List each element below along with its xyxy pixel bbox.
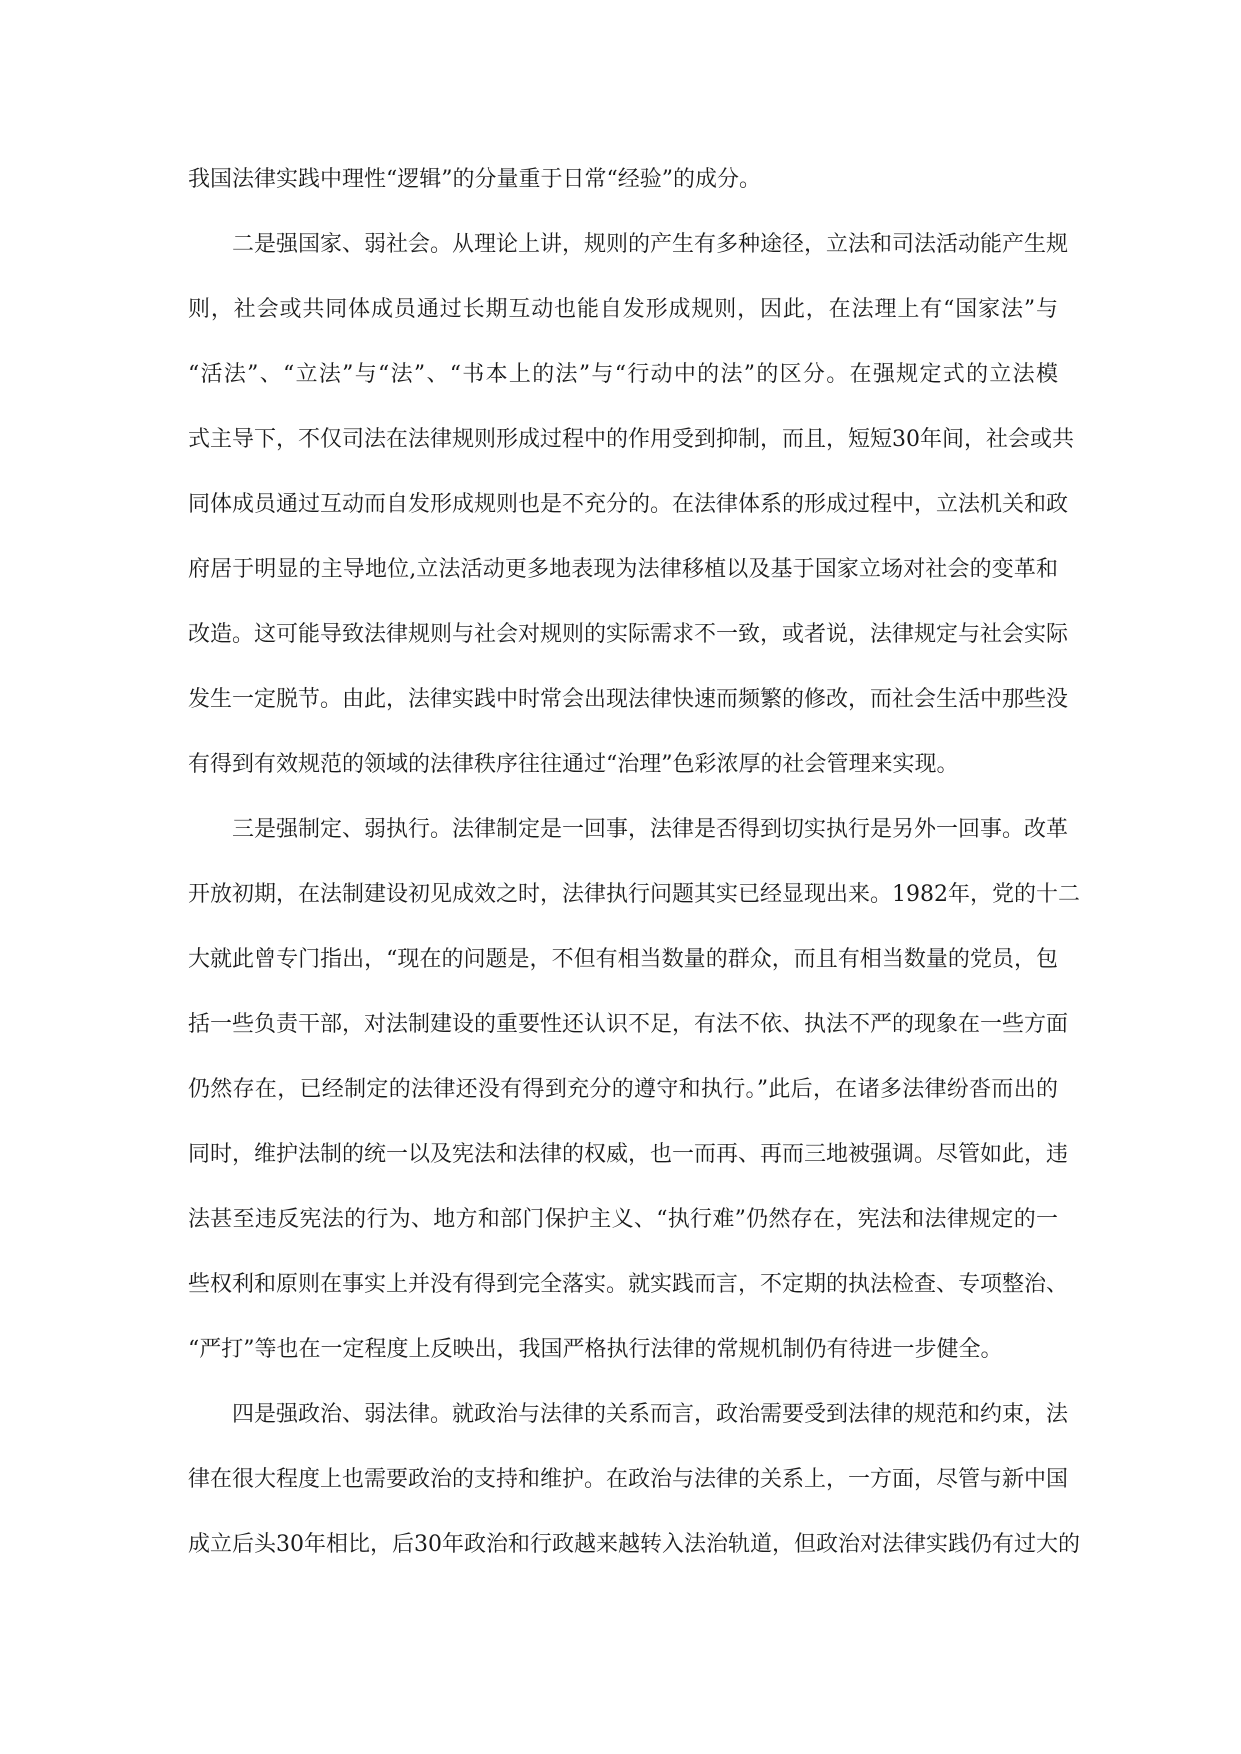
text-line: 同体成员通过互动而自发形成规则也是不充分的。在法律体系的形成过程中，立法机关和政 — [188, 492, 1069, 517]
text-line: 同时，维护法制的统一以及宪法和法律的权威，也一而再、再而三地被强调。尽管如此，违 — [188, 1142, 1069, 1167]
text-line: 三是强制定、弱执行。法律制定是一回事，法律是否得到切实执行是另外一回事。改革 — [232, 817, 1069, 842]
text-line: 府居于明显的主导地位,立法活动更多地表现为法律移植以及基于国家立场对社会的变革和 — [188, 557, 1058, 582]
text-line: “活法”、“立法”与“法”、“书本上的法”与“行动中的法”的区分。在强规定式的立法模 — [188, 362, 1058, 387]
text-line: 成立后头30年相比，后30年政治和行政越来越转入法治轨道，但政治对法律实践仍有过大的 — [188, 1532, 1080, 1557]
text-line: 式主导下，不仅司法在法律规则形成过程中的作用受到抑制，而且，短短30年间，社会或共 — [188, 427, 1074, 452]
text-line: 则，社会或共同体成员通过长期互动也能自发形成规则，因此，在法理上有“国家法”与 — [188, 297, 1058, 322]
text-line: 仍然存在，已经制定的法律还没有得到充分的遵守和执行。”此后，在诸多法律纷沓而出的 — [188, 1077, 1058, 1102]
text-line: 法甚至违反宪法的行为、地方和部门保护主义、“执行难”仍然存在，宪法和法律规定的一 — [188, 1207, 1058, 1232]
text-line: 发生一定脱节。由此，法律实践中时常会出现法律快速而频繁的修改，而社会生活中那些没 — [188, 687, 1069, 712]
text-line: 改造。这可能导致法律规则与社会对规则的实际需求不一致，或者说，法律规定与社会实际 — [188, 622, 1069, 647]
text-line: 二是强国家、弱社会。从理论上讲，规则的产生有多种途径，立法和司法活动能产生规 — [232, 232, 1069, 257]
text-line: 大就此曾专门指出，“现在的问题是，不但有相当数量的群众，而且有相当数量的党员，包 — [188, 947, 1058, 972]
text-line: 律在很大程度上也需要政治的支持和维护。在政治与法律的关系上，一方面，尽管与新中国 — [188, 1467, 1069, 1492]
text-line: “严打”等也在一定程度上反映出，我国严格执行法律的常规机制仍有待进一步健全。 — [188, 1337, 1003, 1362]
text-line: 开放初期，在法制建设初见成效之时，法律执行问题其实已经显现出来。1982年，党的十二 — [188, 882, 1080, 907]
text-line: 四是强政治、弱法律。就政治与法律的关系而言，政治需要受到法律的规范和约束，法 — [232, 1402, 1069, 1427]
text-line: 括一些负责干部，对法制建设的重要性还认识不足，有法不依、执法不严的现象在一些方面 — [188, 1012, 1069, 1037]
text-line: 有得到有效规范的领域的法律秩序往往通过“治理”色彩浓厚的社会管理来实现。 — [188, 752, 959, 777]
text-line: 我国法律实践中理性“逻辑”的分量重于日常“经验”的成分。 — [188, 167, 761, 192]
text-line: 些权利和原则在事实上并没有得到完全落实。就实践而言，不定期的执法检查、专项整治、 — [188, 1272, 1069, 1297]
